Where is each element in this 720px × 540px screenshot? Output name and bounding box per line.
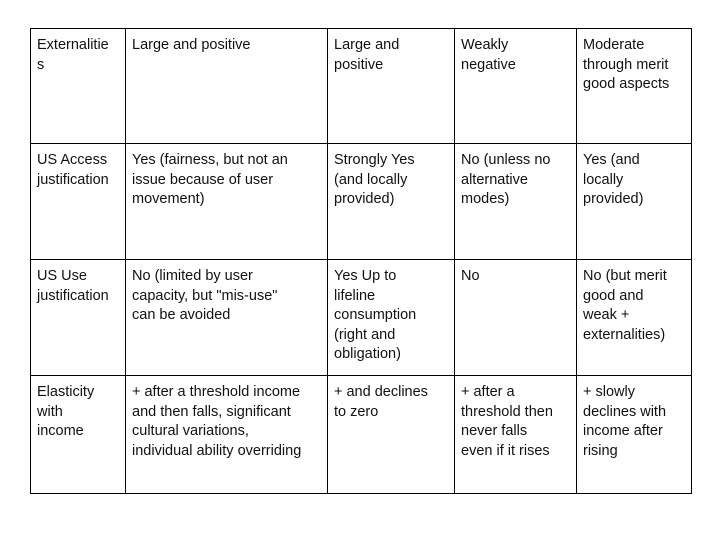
table-cell bbox=[455, 144, 577, 260]
cell-text: No (but merit good and weak + externalities) bbox=[583, 268, 667, 343]
row-header-cell bbox=[31, 29, 126, 144]
cell-text: US Use justification bbox=[37, 268, 109, 304]
table-cell bbox=[328, 376, 455, 494]
cell-text: Large and positive bbox=[334, 37, 400, 73]
comparison-table bbox=[30, 28, 692, 494]
table-cell bbox=[455, 260, 577, 376]
table-cell bbox=[577, 260, 692, 376]
cell-text: + after a threshold income and then falls, significant cultural variations, individual ability overriding bbox=[132, 384, 302, 459]
cell-text: Strongly Yes (and locally provided) bbox=[334, 152, 415, 207]
cell-text: Yes (and locally provided) bbox=[583, 152, 644, 207]
table-cell bbox=[577, 376, 692, 494]
table-row-us-use bbox=[31, 260, 692, 376]
table-cell bbox=[328, 144, 455, 260]
table-cell bbox=[455, 376, 577, 494]
cell-text: No (limited by user capacity, but "mis-use" can be avoided bbox=[132, 268, 278, 323]
cell-text: US Access justification bbox=[37, 152, 109, 188]
cell-text: No (unless no alternative modes) bbox=[461, 152, 551, 207]
cell-text: + and declines to zero bbox=[334, 384, 428, 420]
cell-text: No bbox=[461, 268, 480, 284]
table-row-externalities bbox=[31, 29, 692, 144]
cell-text: Elasticity with income bbox=[37, 384, 95, 439]
table-cell bbox=[328, 29, 455, 144]
row-header-cell bbox=[31, 144, 126, 260]
table-row-us-access bbox=[31, 144, 692, 260]
table-cell bbox=[328, 260, 455, 376]
row-header-cell bbox=[31, 260, 126, 376]
table-cell bbox=[126, 29, 328, 144]
table-row-elasticity bbox=[31, 376, 692, 494]
table-cell bbox=[126, 376, 328, 494]
table-cell bbox=[577, 29, 692, 144]
row-header-cell bbox=[31, 376, 126, 494]
cell-text: + slowly declines with income after rising bbox=[583, 384, 667, 459]
table-cell bbox=[126, 260, 328, 376]
cell-text: + after a threshold then never falls even if it rises bbox=[461, 384, 553, 459]
table-cell bbox=[455, 29, 577, 144]
cell-text: Weakly negative bbox=[461, 37, 516, 73]
cell-text: Large and positive bbox=[132, 37, 251, 53]
table-cell bbox=[577, 144, 692, 260]
table-cell bbox=[126, 144, 328, 260]
cell-text: Externalitie s bbox=[37, 37, 109, 73]
cell-text: Yes Up to lifeline consumption (right and obligation) bbox=[334, 268, 417, 362]
cell-text: Moderate through merit good aspects bbox=[583, 37, 670, 92]
cell-text: Yes (fairness, but not an issue because of user movement) bbox=[132, 152, 288, 207]
